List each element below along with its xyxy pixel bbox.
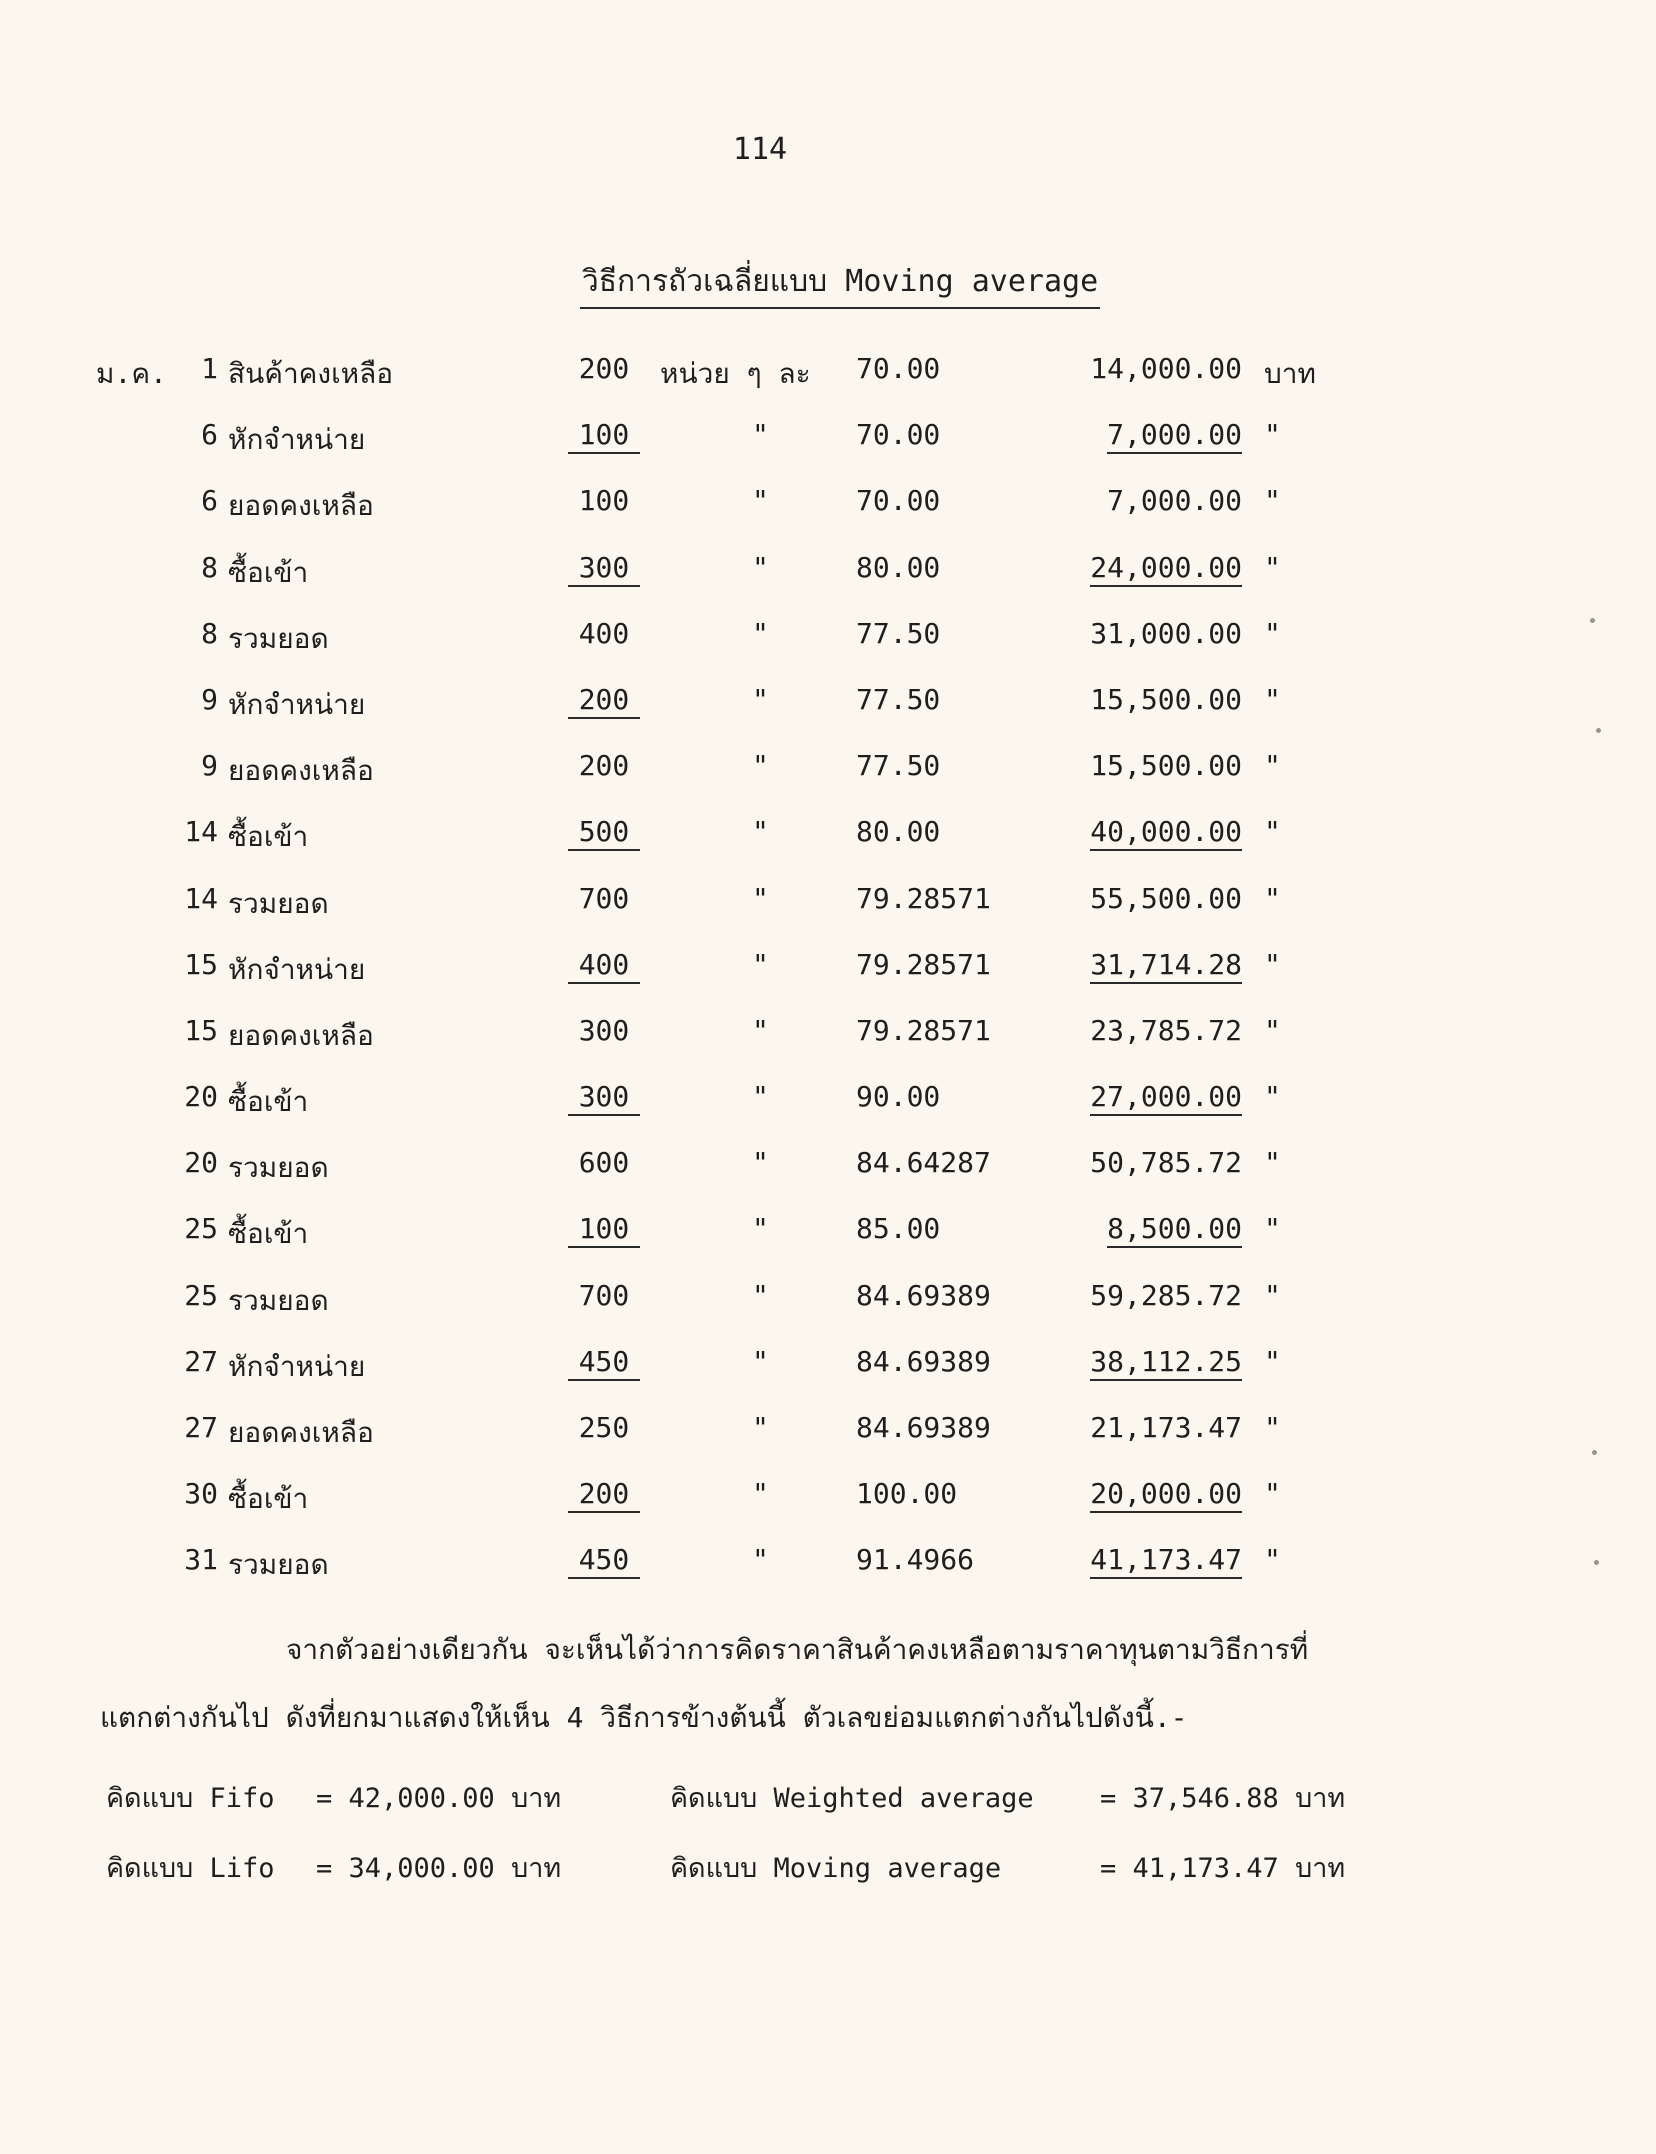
row-quantity: 100 bbox=[578, 484, 630, 518]
method-weighted-average-label: คิดแบบ Weighted average bbox=[670, 1783, 1034, 1814]
row-description: หักจำหน่าย bbox=[228, 423, 366, 457]
row-day: 9 bbox=[201, 749, 218, 783]
page-number: 114 bbox=[732, 132, 788, 167]
row-day: 31 bbox=[184, 1543, 218, 1577]
row-quantity: 200 bbox=[568, 683, 640, 719]
row-quantity: 300 bbox=[568, 1080, 640, 1116]
row-ditto-mark: " bbox=[752, 418, 769, 452]
row-unit-price: 79.28571 bbox=[856, 1013, 991, 1047]
row-day: 14 bbox=[184, 815, 218, 849]
row-currency: " bbox=[1264, 1212, 1281, 1246]
paragraph-line-2: แตกต่างกันไป ดังที่ยกมาแสดงให้เห็น 4 วิธีการข้างต้นนี้ ตัวเลขย่อมแตกต่างกันไปดังนี้.- bbox=[100, 1701, 1188, 1734]
method-moving-average-value: = 41,173.47 บาท bbox=[1100, 1853, 1346, 1884]
table-row bbox=[0, 803, 1656, 869]
row-amount: 40,000.00 bbox=[1090, 815, 1242, 851]
row-quantity: 400 bbox=[578, 616, 630, 650]
row-unit-price: 77.50 bbox=[856, 616, 941, 650]
row-day: 1 bbox=[201, 352, 218, 385]
row-unit-price: 100.00 bbox=[856, 1477, 958, 1511]
table-row bbox=[0, 472, 1656, 538]
row-unit-price: 84.64287 bbox=[856, 1146, 991, 1180]
row-quantity: 700 bbox=[578, 1278, 630, 1312]
row-ditto-mark: " bbox=[752, 881, 769, 915]
row-ditto-mark: " bbox=[752, 1344, 769, 1378]
section-title: วิธีการถัวเฉลี่ยแบบ Moving average bbox=[580, 258, 1100, 309]
table-row bbox=[0, 605, 1656, 671]
row-description: รวมยอด bbox=[228, 1283, 329, 1317]
row-amount: 31,000.00 bbox=[1090, 616, 1242, 650]
table-row bbox=[0, 870, 1656, 936]
row-day: 8 bbox=[201, 616, 218, 650]
row-quantity: 700 bbox=[578, 881, 630, 915]
row-day: 15 bbox=[184, 1013, 218, 1047]
row-amount: 15,500.00 bbox=[1090, 682, 1242, 716]
row-description: ซื้อเข้า bbox=[228, 820, 309, 854]
row-amount: 24,000.00 bbox=[1090, 551, 1242, 587]
row-currency: " bbox=[1264, 1477, 1281, 1511]
row-unit-price: 91.4966 bbox=[856, 1543, 975, 1577]
table-row bbox=[0, 539, 1656, 605]
row-quantity: 300 bbox=[568, 551, 640, 587]
row-month: ม.ค. bbox=[96, 357, 167, 390]
row-description: รวมยอด bbox=[228, 1151, 329, 1185]
method-fifo-value: = 42,000.00 บาท bbox=[316, 1783, 562, 1814]
row-amount: 38,112.25 bbox=[1090, 1345, 1242, 1381]
row-day: 20 bbox=[184, 1080, 218, 1114]
table-row bbox=[0, 406, 1656, 472]
row-day: 20 bbox=[184, 1146, 218, 1180]
row-currency: " bbox=[1264, 1146, 1281, 1180]
table-row bbox=[0, 1068, 1656, 1134]
table-row bbox=[0, 936, 1656, 1002]
table-row bbox=[0, 1267, 1656, 1333]
row-day: 9 bbox=[201, 682, 218, 716]
row-unit-price: 84.69389 bbox=[856, 1278, 991, 1312]
row-amount: 8,500.00 bbox=[1107, 1212, 1242, 1248]
row-description: ยอดคงเหลือ bbox=[228, 1018, 374, 1052]
table-row bbox=[0, 1465, 1656, 1531]
row-quantity: 450 bbox=[568, 1543, 640, 1579]
row-currency: " bbox=[1264, 1013, 1281, 1047]
row-description: หักจำหน่าย bbox=[228, 687, 366, 721]
row-day: 15 bbox=[184, 947, 218, 981]
row-currency: " bbox=[1264, 1543, 1281, 1577]
paper-speck bbox=[1594, 1560, 1599, 1565]
row-ditto-mark: " bbox=[752, 749, 769, 783]
row-amount: 7,000.00 bbox=[1107, 418, 1242, 454]
row-unit-price: 80.00 bbox=[856, 550, 941, 584]
row-description: ซื้อเข้า bbox=[228, 1482, 309, 1516]
method-lifo-value: = 34,000.00 บาท bbox=[316, 1853, 562, 1884]
row-quantity: 200 bbox=[568, 1477, 640, 1513]
summary-row bbox=[0, 1766, 1656, 1836]
table-row bbox=[0, 671, 1656, 737]
row-amount: 14,000.00 bbox=[1090, 352, 1242, 385]
row-day: 25 bbox=[184, 1278, 218, 1312]
row-description: สินค้าคงเหลือ bbox=[228, 357, 394, 390]
row-unit-price: 85.00 bbox=[856, 1212, 941, 1246]
row-amount: 31,714.28 bbox=[1090, 948, 1242, 984]
method-moving-average-label: คิดแบบ Moving average bbox=[670, 1853, 1002, 1884]
row-description: หักจำหน่าย bbox=[228, 952, 366, 986]
row-description: ยอดคงเหลือ bbox=[228, 1416, 374, 1449]
table-row bbox=[0, 340, 1656, 406]
row-unit-price: 84.69389 bbox=[856, 1344, 991, 1378]
row-ditto-mark: " bbox=[752, 1477, 769, 1511]
row-ditto-mark: " bbox=[752, 815, 769, 849]
paragraph-line-1: จากตัวอย่างเดียวกัน จะเห็นได้ว่าการคิดราคาสินค้าคงเหลือตามราคาทุนตามวิธีการที่ bbox=[286, 1633, 1309, 1666]
row-unit-price: 70.00 bbox=[856, 352, 941, 385]
row-currency: " bbox=[1264, 815, 1281, 849]
row-amount: 41,173.47 bbox=[1090, 1543, 1242, 1579]
method-lifo-label: คิดแบบ Lifo bbox=[106, 1853, 275, 1884]
row-day: 25 bbox=[184, 1212, 218, 1246]
row-unit-price: 84.69389 bbox=[856, 1411, 991, 1444]
row-quantity: 100 bbox=[568, 1212, 640, 1248]
row-quantity: 250 bbox=[578, 1411, 630, 1444]
row-ditto-mark: " bbox=[752, 682, 769, 716]
row-currency: " bbox=[1264, 947, 1281, 981]
row-quantity: 200 bbox=[578, 749, 630, 783]
row-quantity: 500 bbox=[568, 815, 640, 851]
row-day: 27 bbox=[184, 1411, 218, 1444]
paper-speck bbox=[1592, 1450, 1597, 1455]
table-row bbox=[0, 1333, 1656, 1399]
row-unit-price: 90.00 bbox=[856, 1080, 941, 1114]
row-description: ยอดคงเหลือ bbox=[228, 754, 374, 788]
row-currency: " bbox=[1264, 682, 1281, 716]
row-amount: 27,000.00 bbox=[1090, 1080, 1242, 1116]
row-ditto-mark: " bbox=[752, 616, 769, 650]
row-amount: 15,500.00 bbox=[1090, 749, 1242, 783]
summary-row bbox=[0, 1836, 1656, 1906]
row-quantity: 450 bbox=[568, 1345, 640, 1381]
row-unit-price: 77.50 bbox=[856, 682, 941, 716]
row-unit: หน่วย ๆ ละ bbox=[660, 357, 811, 390]
row-ditto-mark: " bbox=[752, 947, 769, 981]
row-description: รวมยอด bbox=[228, 621, 329, 655]
row-currency: " bbox=[1264, 1080, 1281, 1114]
table-row bbox=[0, 1399, 1656, 1465]
row-description: รวมยอด bbox=[228, 1548, 329, 1582]
row-day: 8 bbox=[201, 550, 218, 584]
row-currency: " bbox=[1264, 550, 1281, 584]
row-currency: " bbox=[1264, 1278, 1281, 1312]
summary-block bbox=[0, 1766, 1656, 1906]
row-currency: บาท bbox=[1264, 357, 1316, 390]
row-ditto-mark: " bbox=[752, 550, 769, 584]
row-ditto-mark: " bbox=[752, 484, 769, 518]
table-row bbox=[0, 1134, 1656, 1200]
row-quantity: 300 bbox=[578, 1013, 630, 1047]
row-day: 30 bbox=[184, 1477, 218, 1511]
row-unit-price: 70.00 bbox=[856, 418, 941, 452]
row-unit-price: 70.00 bbox=[856, 484, 941, 518]
row-currency: " bbox=[1264, 881, 1281, 915]
paper-speck bbox=[1596, 728, 1601, 733]
row-description: ซื้อเข้า bbox=[228, 1217, 309, 1251]
row-description: ซื้อเข้า bbox=[228, 555, 309, 589]
row-ditto-mark: " bbox=[752, 1146, 769, 1180]
row-currency: " bbox=[1264, 418, 1281, 452]
row-unit-price: 77.50 bbox=[856, 749, 941, 783]
row-currency: " bbox=[1264, 1344, 1281, 1378]
row-currency: " bbox=[1264, 616, 1281, 650]
row-description: รวมยอด bbox=[228, 886, 329, 920]
table-row bbox=[0, 1200, 1656, 1266]
row-ditto-mark: " bbox=[752, 1013, 769, 1047]
row-quantity: 400 bbox=[568, 948, 640, 984]
row-description: หักจำหน่าย bbox=[228, 1349, 366, 1383]
table-row bbox=[0, 1531, 1656, 1597]
row-ditto-mark: " bbox=[752, 1411, 769, 1444]
row-amount: 21,173.47 bbox=[1090, 1411, 1242, 1444]
row-amount: 7,000.00 bbox=[1107, 484, 1242, 518]
row-quantity: 600 bbox=[578, 1146, 630, 1180]
row-day: 27 bbox=[184, 1344, 218, 1378]
row-amount: 55,500.00 bbox=[1090, 881, 1242, 915]
row-day: 6 bbox=[201, 418, 218, 452]
row-description: ซื้อเข้า bbox=[228, 1085, 309, 1119]
row-ditto-mark: " bbox=[752, 1543, 769, 1577]
row-currency: " bbox=[1264, 1411, 1281, 1444]
method-fifo-label: คิดแบบ Fifo bbox=[106, 1783, 275, 1814]
row-amount: 59,285.72 bbox=[1090, 1278, 1242, 1312]
row-currency: " bbox=[1264, 484, 1281, 518]
table-row bbox=[0, 737, 1656, 803]
row-day: 6 bbox=[201, 484, 218, 518]
row-day: 14 bbox=[184, 881, 218, 915]
method-weighted-average-value: = 37,546.88 บาท bbox=[1100, 1783, 1346, 1814]
row-amount: 50,785.72 bbox=[1090, 1146, 1242, 1180]
row-ditto-mark: " bbox=[752, 1278, 769, 1312]
row-amount: 23,785.72 bbox=[1090, 1013, 1242, 1047]
row-unit-price: 80.00 bbox=[856, 815, 941, 849]
row-ditto-mark: " bbox=[752, 1080, 769, 1114]
row-currency: " bbox=[1264, 749, 1281, 783]
row-ditto-mark: " bbox=[752, 1212, 769, 1246]
row-unit-price: 79.28571 bbox=[856, 881, 991, 915]
ledger-table bbox=[0, 340, 1656, 1598]
paper-speck bbox=[1590, 618, 1595, 623]
row-quantity: 200 bbox=[578, 352, 630, 385]
row-unit-price: 79.28571 bbox=[856, 947, 991, 981]
row-quantity: 100 bbox=[568, 418, 640, 454]
row-amount: 20,000.00 bbox=[1090, 1477, 1242, 1513]
row-description: ยอดคงเหลือ bbox=[228, 489, 374, 523]
table-row bbox=[0, 1002, 1656, 1068]
